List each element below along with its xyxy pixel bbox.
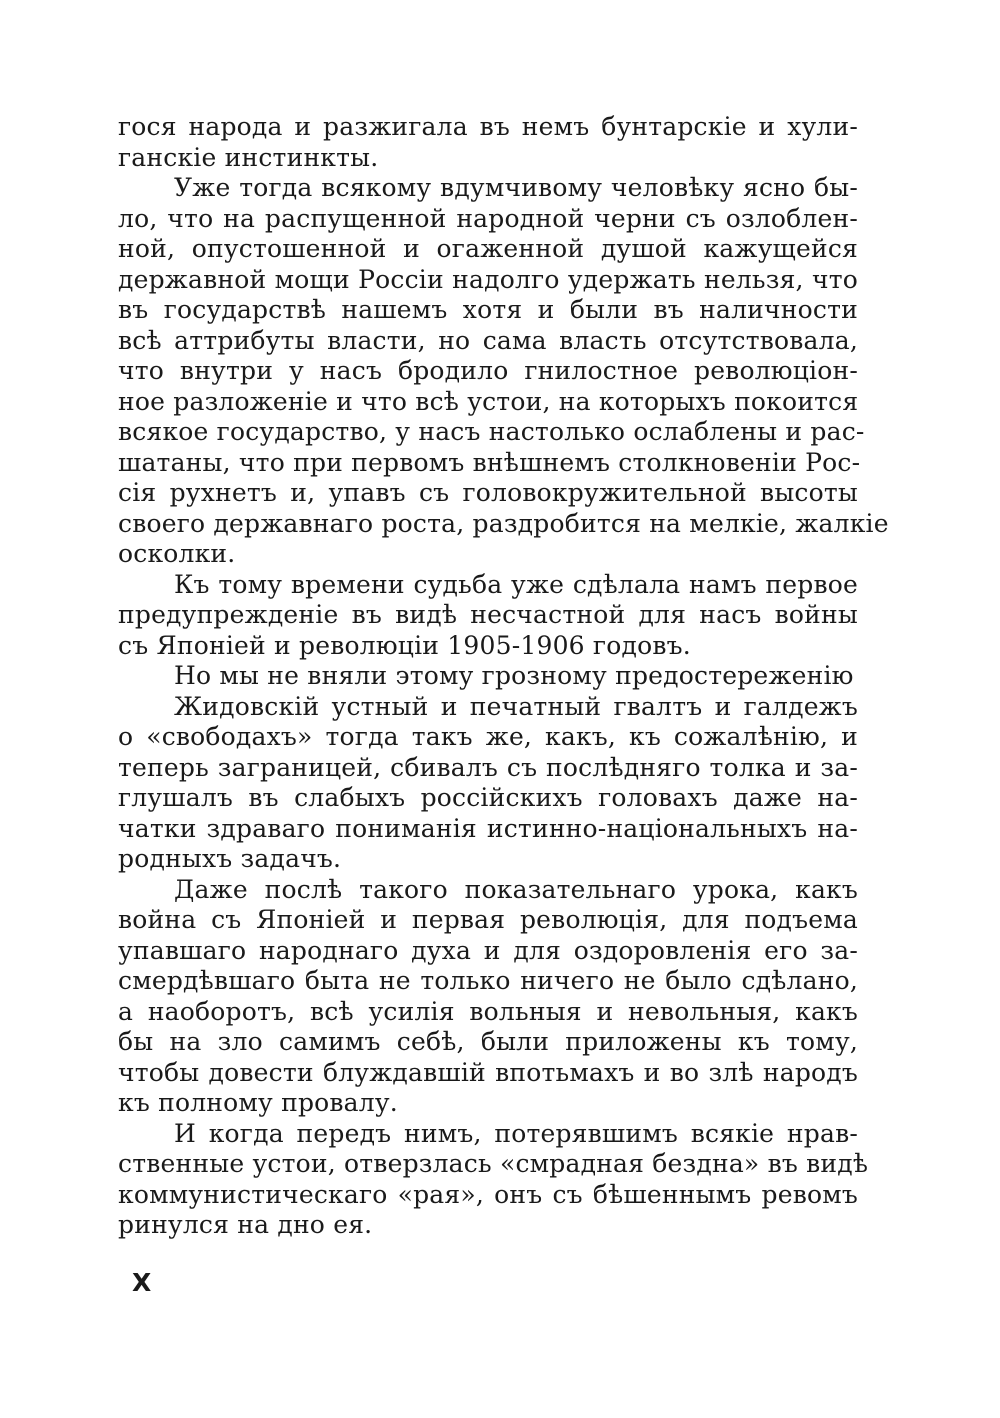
text-line: державной мощи Россiи надолго удержать нельзя, что	[118, 264, 858, 294]
text-line: сiя рухнетъ и, упавъ съ головокружительной высоты	[118, 478, 858, 507]
text-line: о «свободахъ» тогда такъ же, какъ, къ сожалѣнiю, и	[118, 722, 858, 751]
text-line: бы на зло самимъ себѣ, были приложены къ тому,	[118, 1027, 858, 1056]
text-line: Уже тогда всякому вдумчивому человѣку ясно бы-	[174, 173, 858, 202]
text-line: глушалъ въ слабыхъ россiйскихъ головахъ даже на-	[118, 783, 858, 812]
text-line: ганскiе инстинкты.	[118, 142, 379, 172]
text-line: Даже послѣ такого показательнаго урока, какъ	[174, 874, 858, 904]
text-line: упавшаго народнаго духа и для оздоровленiя его за-	[118, 935, 858, 965]
text-line: Жидовскiй устный и печатный гвалтъ и галдежъ	[174, 691, 858, 721]
paragraph	[118, 1118, 869, 1241]
text-line: родныхъ задачъ.	[118, 844, 342, 873]
paragraph	[118, 661, 858, 692]
text-line: съ Японiей и революцiи 1905-1906 годовъ.	[118, 630, 691, 660]
text-line: шатаны, что при первомъ внѣшнемъ столкновенiи Рос-	[118, 447, 861, 477]
text-line: осколки.	[118, 539, 236, 568]
text-line: ное разложенiе и что всѣ устои, на которыхъ покоится	[118, 386, 859, 416]
text-line: а наоборотъ, всѣ усилiя вольныя и невольныя, какъ	[118, 996, 858, 1026]
text-line: ной, опустошенной и огаженной душой кажущейся	[118, 234, 858, 263]
text-line: что внутри у насъ бродило гнилостное революцiон-	[118, 356, 858, 385]
text-line: теперь заграницей, сбивалъ съ послѣдняго толка и за-	[118, 752, 858, 782]
text-line: всякое государство, у насъ настолько ослаблены и рас-	[118, 417, 865, 446]
text-line: ло, что на распущенной народной черни съ озлоблен-	[118, 203, 858, 233]
text-line: чатки здраваго пониманiя истинно-нацiональныхъ на-	[118, 813, 858, 843]
paragraph	[118, 692, 858, 875]
text-line: коммунистическаго «рая», онъ съ бѣшеннымъ ревомъ	[118, 1179, 858, 1209]
text-line: Къ тому времени судьба уже сдѣлала намъ первое	[174, 569, 858, 599]
text-line: И когда передъ нимъ, потерявшимъ всякiе нрав-	[174, 1118, 858, 1148]
page-number: X	[132, 1268, 152, 1297]
text-line: смердѣвшаго быта не только ничего не было сдѣлано,	[118, 966, 858, 995]
text-line: къ полному провалу.	[118, 1088, 398, 1117]
paragraph	[118, 570, 858, 662]
body-text	[118, 112, 889, 1241]
text-line: своего державнаго роста, раздробится на мелкiе, жалкiе	[118, 508, 889, 538]
text-line: гося народа и разжигала въ немъ бунтарскiе и хули-	[118, 112, 858, 141]
text-line: ственные устои, отверзлась «смрадная бездна» въ видѣ	[118, 1149, 869, 1178]
paragraph	[118, 875, 858, 1119]
text-line: всѣ аттрибуты власти, но сама власть отсутствовала,	[118, 325, 858, 355]
text-line: война съ Японiей и первая революцiя, для подъема	[118, 905, 858, 934]
text-line: предупрежденiе въ видѣ несчастной для насъ войны	[118, 600, 858, 629]
paragraph	[118, 173, 889, 570]
paragraph	[118, 112, 858, 173]
text-line: въ государствѣ нашемъ хотя и были въ наличности	[118, 295, 858, 324]
text-line: ринулся на дно ея.	[118, 1210, 373, 1239]
text-line: чтобы довести блуждавшiй впотьмахъ и во злѣ народъ	[118, 1057, 858, 1087]
text-line: Но мы не вняли этому грозному предостереженiю	[174, 661, 854, 690]
